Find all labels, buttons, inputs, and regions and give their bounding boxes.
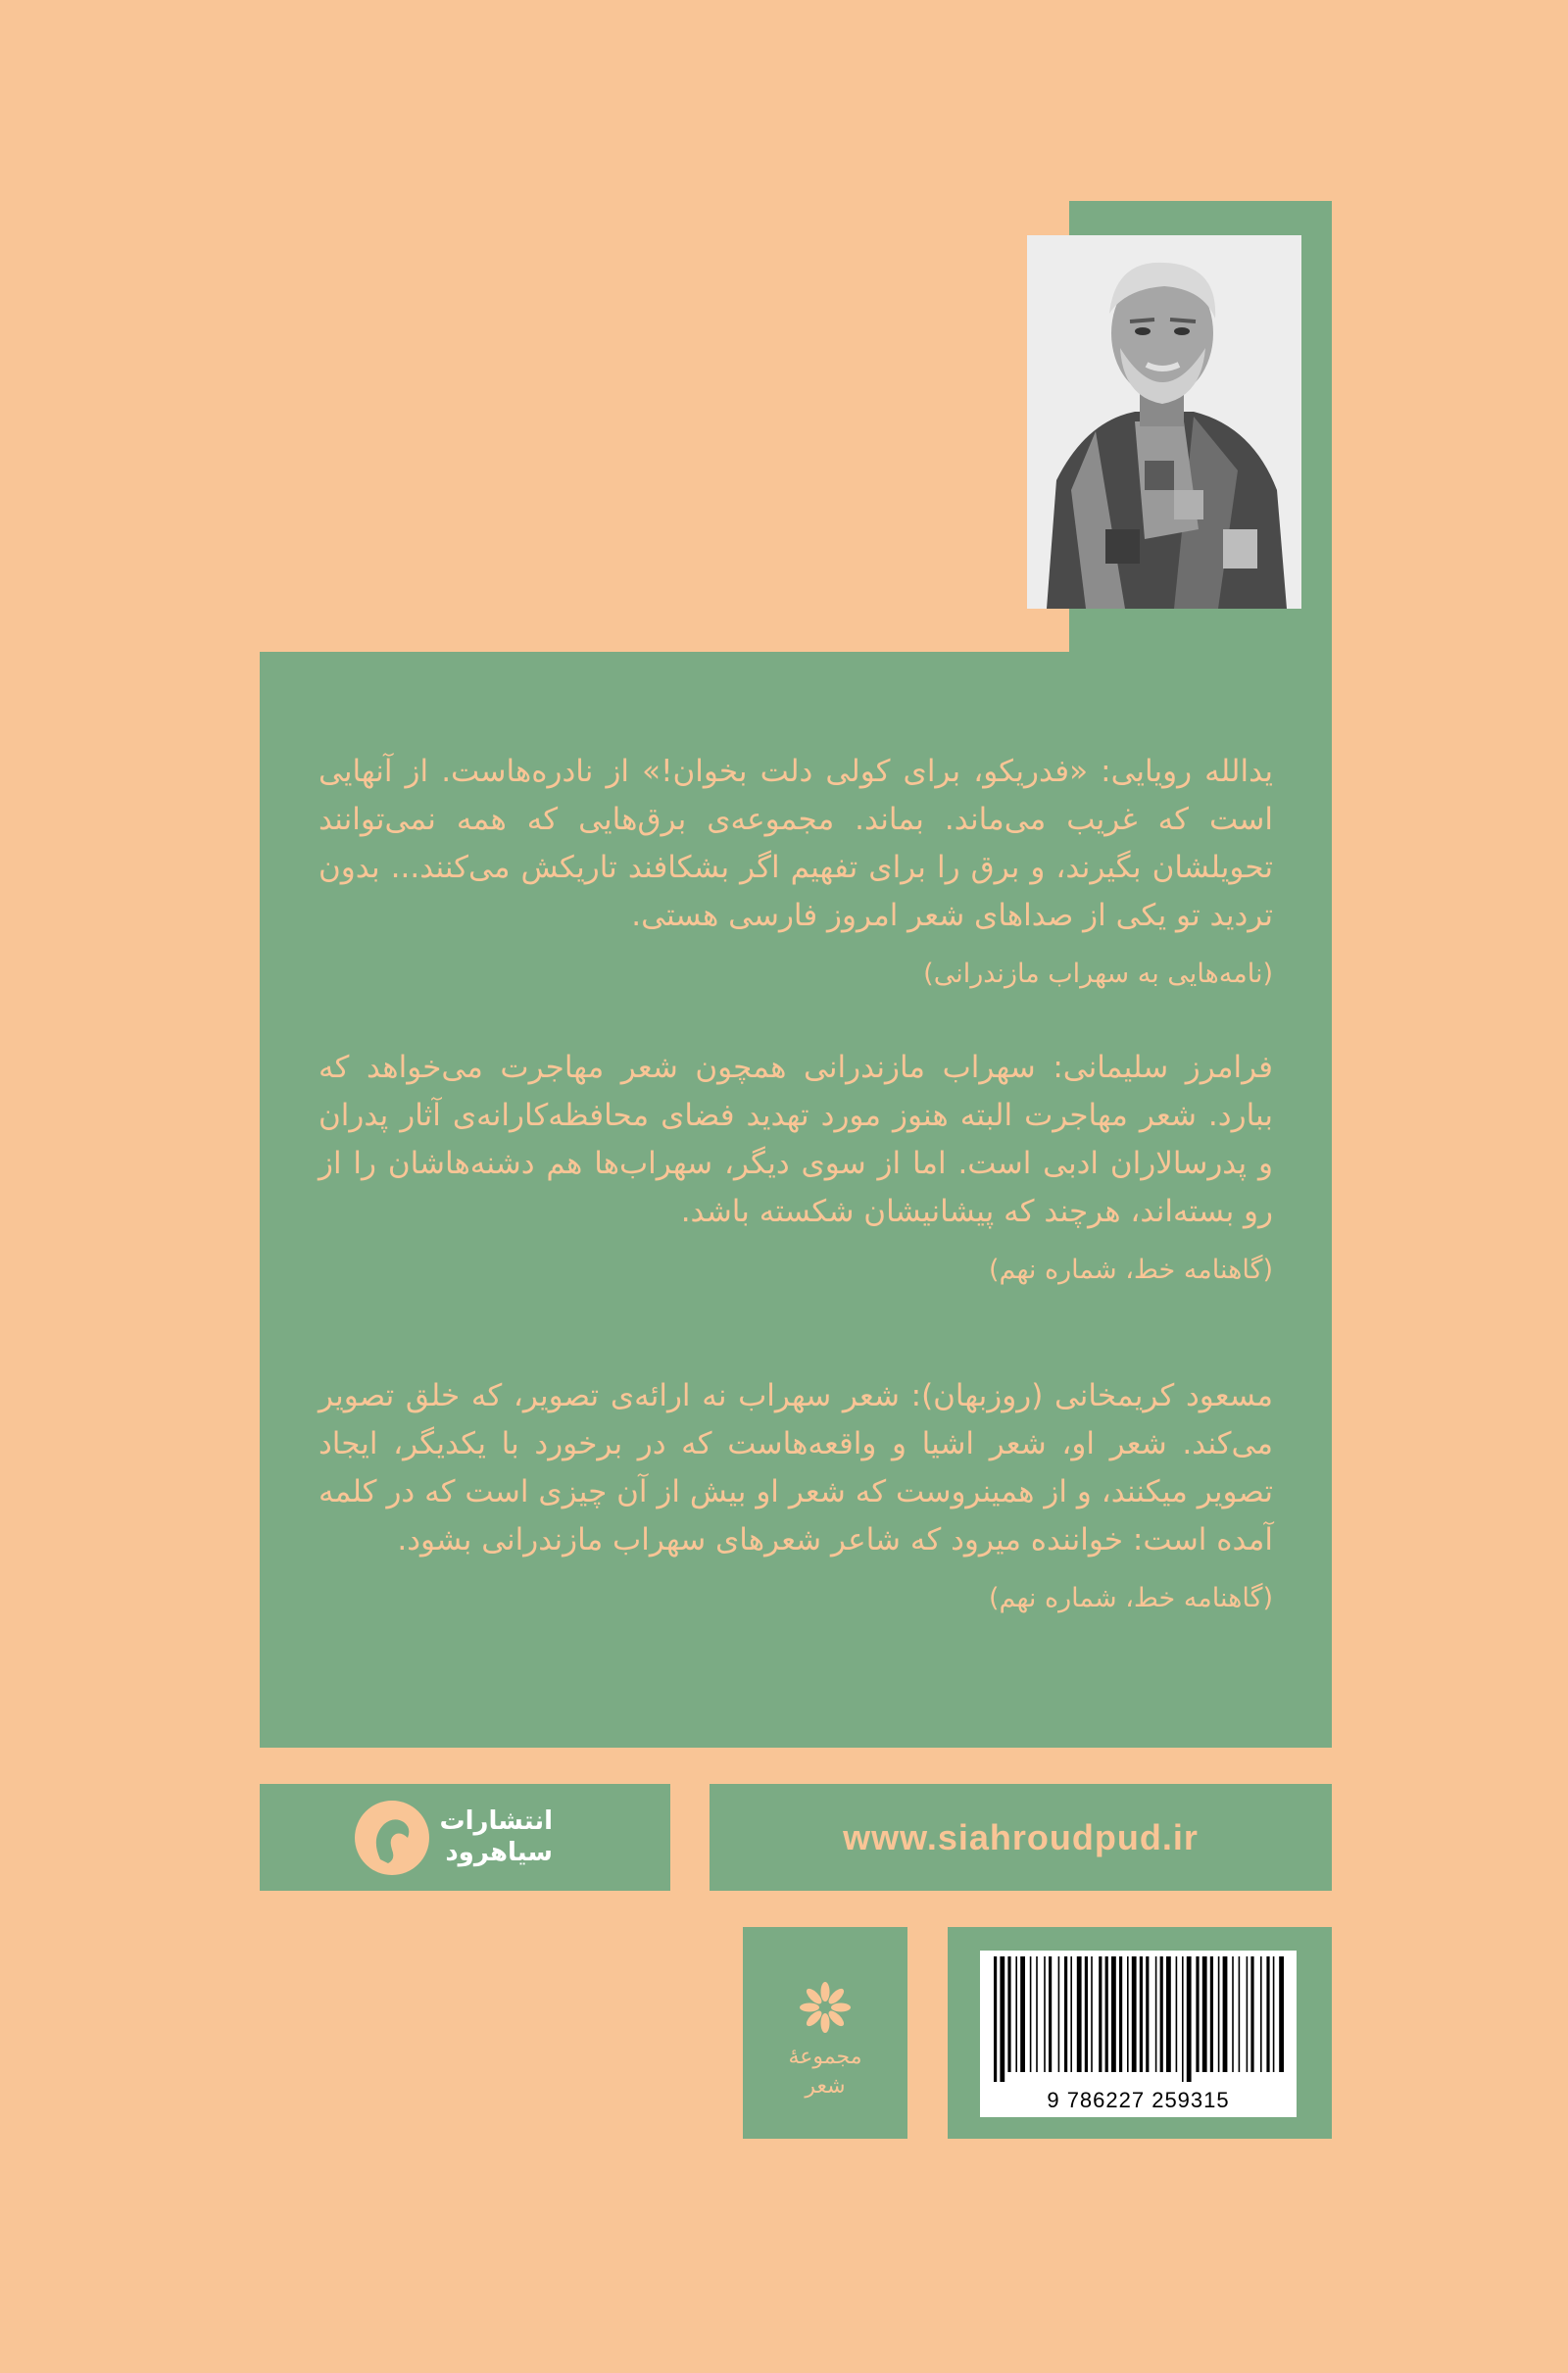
website-link[interactable]: www.siahroudpud.ir <box>843 1816 1199 1857</box>
barcode-bar <box>1091 1956 1093 2072</box>
quote-text: یدالله رویایی: «فدریکو، برای کولی دلت بخوان!» از نادره‌هاست. از آنهایی است که غریب می‌ماند. بماند. مجموعه‌ی برق‌هایی که همه نمی‌توانند تحویلشان بگیرند، و برق را برای تفهیم اگر بشکافند تاریکش می‌کنند... بدون تردید تو یکی از صداهای شعر امروز فارسی هستی. <box>318 754 1273 933</box>
barcode-bar <box>1127 1956 1129 2072</box>
barcode-bar <box>1166 1956 1171 2072</box>
barcode-bar <box>1146 1956 1149 2072</box>
publisher-box <box>260 1784 670 1891</box>
barcode-bar <box>1036 1956 1038 2072</box>
barcode-bar <box>1070 1956 1072 2072</box>
barcode-bar <box>1140 1956 1143 2072</box>
barcode-bar <box>1223 1956 1228 2072</box>
quote-source: (نامه‌هایی به سهراب مازندرانی) <box>923 959 1273 989</box>
quote-soleimani <box>318 1044 1273 1294</box>
barcode-bar <box>1239 1956 1241 2072</box>
barcode-number: 9 786227 259315 <box>1047 2088 1230 2112</box>
barcode-bar <box>1119 1956 1122 2072</box>
barcode-bar <box>1273 1956 1275 2072</box>
barcode-bar <box>1279 1956 1284 2072</box>
barcode-bar <box>1266 1956 1269 2072</box>
barcode-bar <box>994 1956 997 2082</box>
barcode <box>980 1951 1297 2117</box>
barcode-bar <box>1015 1956 1017 2072</box>
barcode-bar <box>1250 1956 1253 2072</box>
barcode-bar <box>1058 1956 1060 2072</box>
barcode-bar <box>1232 1956 1234 2072</box>
barcode-bar <box>1085 1956 1088 2072</box>
barcode-bar <box>1064 1956 1067 2072</box>
barcode-bars-icon <box>990 1956 1287 2082</box>
barcode-box <box>948 1927 1332 2139</box>
barcode-bar <box>1160 1956 1163 2072</box>
barcode-bar <box>1132 1956 1137 2072</box>
publisher-logo-icon <box>353 1799 431 1877</box>
barcode-bar <box>1218 1956 1220 2072</box>
quote-source: (گاهنامه خط، شماره نهم) <box>988 1255 1273 1285</box>
quote-text: مسعود کریمخانی (روزبهان): شعر سهراب نه ارائه‌ی تصویر، که خلق تصویر می‌کند. شعر او، شعر اشیا و واقعه‌هاست که در برخورد با یکدیگر، ایجاد تصویر میکنند، و از همینروست که شعر او بیش از آن چیزی است که در کلمه آمده است: خواننده میرود که شاعر شعرهای سهراب مازندرانی بشود. <box>318 1378 1273 1557</box>
quote-text: فرامرز سلیمانی: سهراب مازندرانی همچون شعر مهاجرت می‌خواهد که ببارد. شعر مهاجرت البته هنوز مورد تهدید فضای محافظه‌کارانه‌ی آثار پدران و پدرسالاران ادبی است. اما از سوی دیگر، سهراب‌ها هم دشنه‌هاشان را از رو بسته‌اند، هرچند که پیشانیشان شکسته باشد. <box>318 1050 1273 1229</box>
barcode-bar <box>1007 1956 1010 2072</box>
barcode-bar <box>1077 1956 1082 2072</box>
barcode-bar <box>1247 1956 1249 2072</box>
barcode-bar <box>1260 1956 1262 2072</box>
barcode-bar <box>1105 1956 1108 2072</box>
barcode-bar <box>1182 1956 1184 2082</box>
quotes-panel <box>260 652 1332 1748</box>
barcode-bar <box>1187 1956 1192 2082</box>
asterisk-icon <box>796 1978 855 2037</box>
quote-karimkhani <box>318 1372 1273 1622</box>
series-label: مجموعهٔ شعر <box>788 2045 862 2099</box>
author-portrait-illustration <box>1027 235 1301 609</box>
website-box <box>710 1784 1332 1891</box>
barcode-bar <box>1155 1956 1157 2072</box>
barcode-bar <box>1000 1956 1004 2082</box>
barcode-bar <box>1210 1956 1213 2072</box>
barcode-bar <box>1044 1956 1046 2072</box>
barcode-bar <box>1049 1956 1052 2072</box>
barcode-bar <box>1111 1956 1116 2072</box>
barcode-bar <box>1030 1956 1032 2072</box>
barcode-bar <box>1196 1956 1199 2072</box>
series-box <box>743 1927 907 2139</box>
barcode-bar <box>1020 1956 1025 2072</box>
quote-source: (گاهنامه خط، شماره نهم) <box>988 1583 1273 1613</box>
barcode-bar <box>1099 1956 1102 2072</box>
barcode-bar <box>1202 1956 1207 2072</box>
barcode-bar <box>1176 1956 1178 2072</box>
quote-royaei <box>318 748 1273 998</box>
publisher-name: انتشارات سیاهرود <box>439 1806 553 1867</box>
author-photo <box>1027 235 1301 609</box>
